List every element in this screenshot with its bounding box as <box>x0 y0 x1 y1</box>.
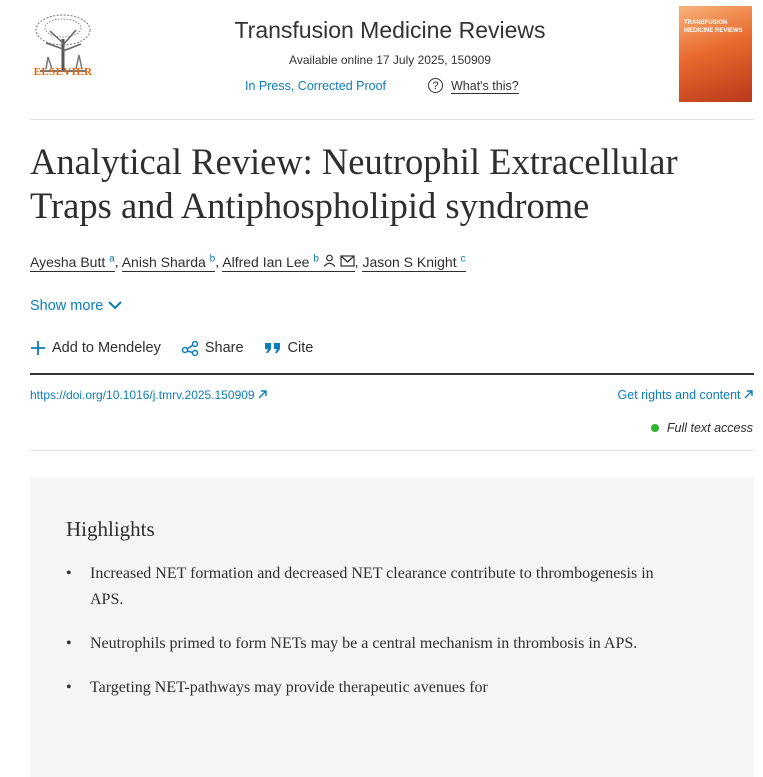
show-more-button[interactable]: Show more <box>30 298 123 314</box>
journal-title[interactable]: Transfusion Medicine Reviews <box>234 17 546 43</box>
author-list: Ayesha Butt $^a$, Anish Sharda $^b$, Alfred Ian Lee $^b$ , Jason S Knight $^c$ <box>30 253 466 270</box>
whats-this-link[interactable]: What's this? <box>451 79 519 93</box>
external-arrow-icon <box>744 390 753 399</box>
person-icon <box>323 254 336 267</box>
get-rights-link[interactable]: Get rights and content <box>618 388 753 402</box>
quote-icon <box>264 341 282 355</box>
author-link[interactable]: Jason S Knight $^c$ <box>362 253 466 270</box>
article-toolbar <box>30 340 313 356</box>
divider <box>30 450 754 451</box>
highlights-list <box>66 561 656 719</box>
highlights-heading: Highlights <box>66 517 155 541</box>
external-arrow-icon <box>258 390 267 399</box>
publisher-name: ELSEVIER <box>33 66 93 78</box>
list-item: • Neutrophils primed to form NETs may be a central mechanism in thrombosis in APS. <box>66 631 656 657</box>
divider <box>30 119 754 120</box>
access-indicator <box>651 424 659 432</box>
author-link[interactable]: Anish Sharda $^b$ <box>121 253 216 270</box>
help-icon[interactable]: ? <box>428 78 443 93</box>
status-link[interactable]: In Press, Corrected Proof <box>245 79 387 93</box>
journal-cover[interactable]: TRANSFUSION MEDICINE REVIEWS <box>679 6 752 102</box>
available-online: Available online 17 July 2025, 150909 <box>289 53 491 67</box>
add-to-mendeley-button[interactable]: Add to Mendeley <box>30 340 161 356</box>
share-button[interactable]: Share <box>181 340 244 356</box>
plus-icon <box>30 340 46 356</box>
author-link[interactable]: Alfred Ian Lee $^b$ <box>222 254 354 272</box>
highlights-panel <box>30 477 754 777</box>
mail-icon <box>340 255 355 267</box>
author-link[interactable]: Ayesha Butt $^a$ <box>30 253 115 270</box>
divider <box>30 373 754 375</box>
list-item: • Targeting NET-pathways may provide therapeutic avenues for <box>66 675 656 701</box>
article-title: Analytical Review: Neutrophil Extracellular Traps and Antiphospholipid syndrome <box>30 141 678 226</box>
access-status: Full text access <box>651 421 753 435</box>
chevron-down-icon <box>107 300 123 310</box>
doi-link[interactable]: https://doi.org/10.1016/j.tmrv.2025.150909 <box>30 388 267 402</box>
list-item: • Increased NET formation and decreased NET clearance contribute to thrombogenesis in APS. <box>66 561 656 613</box>
share-icon <box>181 340 199 356</box>
cite-button[interactable]: Cite <box>264 340 314 356</box>
journal-header <box>0 0 763 118</box>
